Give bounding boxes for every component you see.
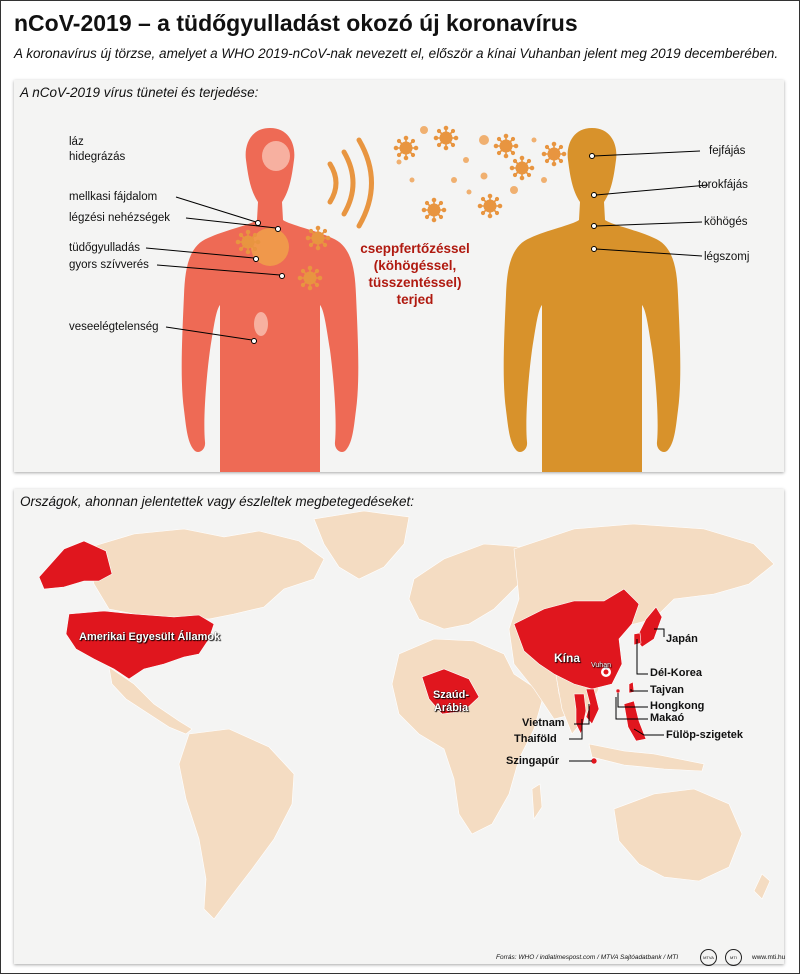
spread-text bbox=[357, 240, 473, 308]
healthy-person-figure bbox=[504, 128, 681, 472]
world-map bbox=[14, 489, 784, 964]
droplet-dots bbox=[397, 126, 548, 195]
label-philippines: Fülöp-szigetek bbox=[666, 729, 744, 741]
spread-line-4: terjed bbox=[396, 292, 434, 307]
symptom-kidney-failure: veseelégtelenség bbox=[69, 321, 159, 333]
map-panel bbox=[14, 489, 784, 964]
new-zealand-landmass bbox=[754, 874, 770, 899]
symptom-pneumonia: tüdőgyulladás bbox=[69, 242, 140, 254]
cough-waves-icon bbox=[330, 140, 372, 226]
label-usa: Amerikai Egyesült Államok bbox=[79, 631, 221, 643]
central-america-landmass bbox=[109, 667, 192, 734]
label-macau: Makaó bbox=[650, 712, 685, 724]
australia-landmass bbox=[614, 789, 742, 881]
greenland-landmass bbox=[314, 511, 409, 579]
spread-line-3: tüsszentéssel) bbox=[368, 275, 462, 290]
symptom-sore-throat: torokfájás bbox=[698, 179, 748, 191]
mti-logo: MTI bbox=[725, 949, 742, 966]
label-vietnam: Vietnam bbox=[522, 717, 565, 729]
spread-line-2: (köhögéssel, bbox=[373, 258, 457, 273]
hongkong-region bbox=[616, 689, 620, 693]
symptom-headache: fejfájás bbox=[709, 145, 746, 157]
label-thailand: Thaiföld bbox=[514, 733, 557, 745]
infected-person-figure bbox=[182, 128, 359, 472]
kidney-highlight bbox=[254, 312, 268, 336]
label-taiwan: Tajvan bbox=[650, 684, 685, 696]
symptom-chest-pain: mellkasi fájdalom bbox=[69, 191, 158, 203]
mtva-logo: MTVA bbox=[700, 949, 717, 966]
label-japan: Japán bbox=[666, 633, 698, 645]
source-credit: Forrás: WHO / indiatimespost.com / MTVA Sajtóadatbank / MTI bbox=[496, 954, 679, 961]
symptoms-panel-title: A nCoV-2019 vírus tünetei és terjedése: bbox=[20, 85, 259, 100]
north-america-landmass bbox=[84, 529, 324, 619]
label-hongkong: Hongkong bbox=[650, 700, 705, 712]
label-saudi-arabia: Szaúd-Arábia bbox=[432, 689, 470, 714]
indonesia-landmass bbox=[589, 744, 704, 771]
madagascar-landmass bbox=[532, 784, 542, 819]
usa-region bbox=[66, 611, 221, 679]
symptom-chills: hidegrázás bbox=[69, 151, 126, 163]
page-title: nCoV-2019 – a tüdőgyulladást okozó új koronavírus bbox=[14, 10, 578, 36]
brain-highlight bbox=[262, 141, 290, 171]
spread-line-1: cseppfertőzéssel bbox=[360, 241, 470, 256]
map-panel-title: Országok, ahonnan jelentettek vagy észleltek megbetegedéseket: bbox=[20, 494, 414, 509]
label-wuhan: Vuhan bbox=[591, 662, 611, 669]
label-china: Kína bbox=[554, 651, 581, 665]
symptom-cough: köhögés bbox=[704, 216, 748, 228]
symptoms-panel bbox=[14, 80, 784, 472]
symptom-rapid-heartbeat: gyors szívverés bbox=[69, 259, 149, 271]
symptom-shortness-of-breath: légszomj bbox=[704, 251, 750, 263]
website-url: www.mti.hu bbox=[752, 954, 786, 961]
symptom-fever: láz bbox=[69, 136, 84, 148]
page-subtitle: A koronavírus új törzse, amelyet a WHO 2019-nCoV-nak nevezett el, először a kínai Vuhanban jelent meg 2019 decemberében. bbox=[14, 46, 779, 61]
south-america-landmass bbox=[179, 729, 294, 919]
label-singapore: Szingapúr bbox=[506, 755, 560, 767]
label-south-korea: Dél-Korea bbox=[650, 667, 702, 679]
symptom-breathing-difficulty: légzési nehézségek bbox=[69, 212, 171, 224]
